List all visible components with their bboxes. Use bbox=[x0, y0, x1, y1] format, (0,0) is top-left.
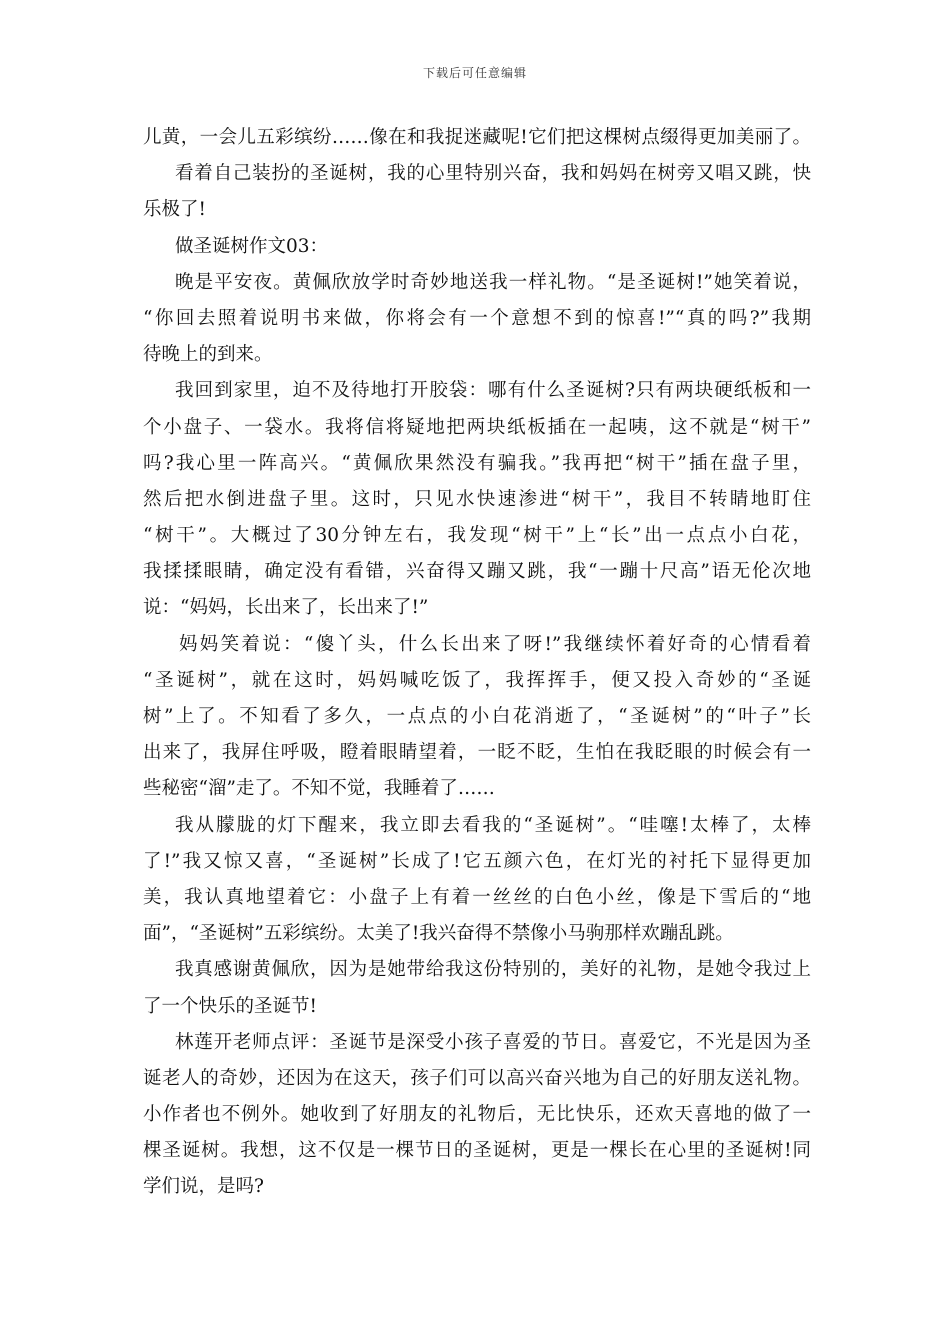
text-line: 面”，“圣诞树”五彩缤纷。太美了!我兴奋得不禁像小马驹那样欢蹦乱跳。 bbox=[143, 923, 734, 945]
text-line: 了!”我又惊又喜，“圣诞树”长成了!它五颜六色，在灯光的衬托下显得更加 bbox=[143, 850, 811, 872]
text-line: 小作者也不例外。她收到了好朋友的礼物后，无比快乐，还欢天喜地的做了一 bbox=[143, 1104, 811, 1126]
text-line: 待晚上的到来。 bbox=[143, 344, 273, 366]
text-line: 然后把水倒进盘子里。这时，只见水快速渗进“树干”，我目不转睛地盯住 bbox=[143, 488, 811, 510]
text-line: 些秘密“溜”走了。不知不觉，我睡着了…… bbox=[143, 778, 495, 800]
text-line: 我从朦胧的灯下醒来，我立即去看我的“圣诞树”。“哇噻!太棒了，太棒 bbox=[175, 814, 811, 836]
text-line: 吗?我心里一阵高兴。“黄佩欣果然没有骗我。”我再把“树干”插在盘子里， bbox=[143, 452, 811, 474]
text-line: 出来了，我屏住呼吸，瞪着眼睛望着，一眨不眨，生怕在我眨眼的时候会有一 bbox=[143, 742, 811, 764]
text-line: 看着自己装扮的圣诞树，我的心里特别兴奋，我和妈妈在树旁又唱又跳，快 bbox=[175, 163, 811, 185]
document-body bbox=[143, 120, 811, 1206]
text-line: “你回去照着说明书来做，你将会有一个意想不到的惊喜!”“真的吗?”我期 bbox=[143, 307, 811, 329]
text-line: 个小盘子、一袋水。我将信将疑地把两块纸板插在一起咦，这不就是“树干” bbox=[143, 416, 811, 438]
text-line: 晚是平安夜。黄佩欣放学时奇妙地送我一样礼物。“是圣诞树!”她笑着说， bbox=[175, 271, 811, 293]
text-line: 妈妈笑着说：“傻丫头，什么长出来了呀!”我继续怀着好奇的心情看着 bbox=[179, 633, 811, 655]
text-line: “圣诞树”，就在这时，妈妈喊吃饭了，我挥挥手，便又投入奇妙的“圣诞 bbox=[143, 669, 811, 691]
text-line: 林莲开老师点评：圣诞节是深受小孩子喜爱的节日。喜爱它，不光是因为圣 bbox=[175, 1031, 811, 1053]
text-line: 说：“妈妈，长出来了，长出来了!” bbox=[143, 597, 429, 619]
text-line: 学们说，是吗? bbox=[143, 1176, 264, 1198]
text-line: 树”上了。不知看了多久，一点点的小白花消逝了，“圣诞树”的“叶子”长 bbox=[143, 706, 811, 727]
text-line: “树干”。大概过了30分钟左右，我发现“树干”上“长”出一点点小白花， bbox=[143, 525, 811, 547]
page-header: 下载后可任意编辑 bbox=[422, 66, 527, 80]
text-line: 诞老人的奇妙，还因为在这天，孩子们可以高兴奋兴地为自己的好朋友送礼物。 bbox=[143, 1067, 811, 1089]
text-line: 了一个快乐的圣诞节! bbox=[143, 995, 317, 1017]
text-line: 儿黄，一会儿五彩缤纷……像在和我捉迷藏呢!它们把这棵树点缀得更加美丽了。 bbox=[143, 127, 811, 148]
text-line: 我真感谢黄佩欣，因为是她带给我这份特别的，美好的礼物，是她令我过上 bbox=[175, 959, 811, 981]
text-line: 乐极了! bbox=[143, 199, 206, 221]
text-line: 做圣诞树作文03： bbox=[175, 235, 329, 257]
text-line: 棵圣诞树。我想，这不仅是一棵节日的圣诞树，更是一棵长在心里的圣诞树!同 bbox=[143, 1140, 811, 1162]
text-line: 我回到家里，迫不及待地打开胶袋：哪有什么圣诞树?只有两块硬纸板和一 bbox=[175, 380, 811, 402]
text-line: 我揉揉眼睛，确定没有看错，兴奋得又蹦又跳，我“一蹦十尺高”语无伦次地 bbox=[143, 561, 811, 583]
text-line: 美，我认真地望着它：小盘子上有着一丝丝的白色小丝，像是下雪后的“地 bbox=[143, 886, 811, 908]
